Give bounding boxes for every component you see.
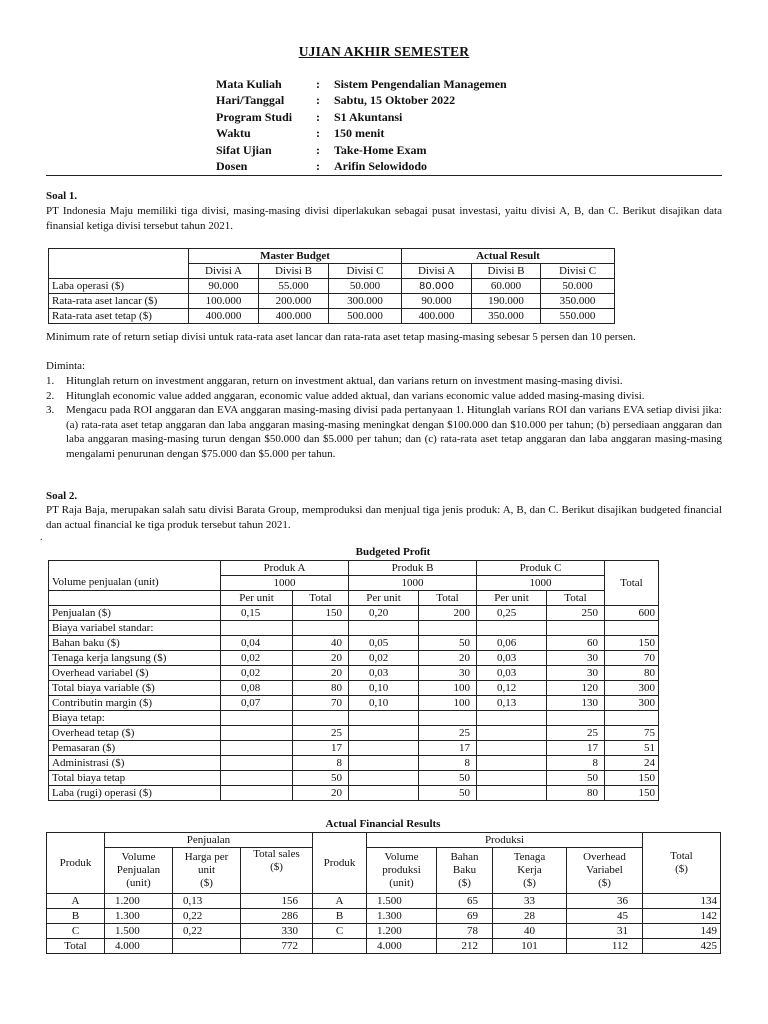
table-cell: 190.000 bbox=[472, 294, 541, 309]
info-key: Hari/Tanggal bbox=[216, 93, 285, 108]
table-cell: 1.500 bbox=[105, 924, 173, 939]
info-key: Waktu bbox=[216, 126, 251, 141]
table-cell: 8 bbox=[293, 756, 349, 771]
row-label: Biaya tetap: bbox=[49, 711, 221, 726]
row-label: Laba (rugi) operasi ($) bbox=[49, 786, 221, 801]
penjualan-header: Penjualan bbox=[105, 833, 313, 848]
table-cell bbox=[349, 786, 419, 801]
table-row bbox=[49, 279, 615, 294]
info-key: Mata Kuliah bbox=[216, 77, 282, 91]
table-cell: 101 bbox=[493, 939, 567, 954]
table-cell: 0,25 bbox=[477, 606, 547, 621]
table-cell: 33 bbox=[493, 894, 567, 909]
table-cell: 400.000 bbox=[402, 309, 472, 324]
col-header: Divisi C bbox=[329, 264, 402, 279]
col-header: Divisi A bbox=[402, 264, 472, 279]
row-label: Laba operasi ($) bbox=[49, 279, 189, 294]
table-cell bbox=[221, 711, 293, 726]
table-cell: 0,22 bbox=[173, 909, 241, 924]
col-header: Bahan Baku ($) bbox=[437, 848, 493, 894]
soal1-diminta: Diminta: bbox=[46, 360, 86, 372]
exam-info bbox=[216, 77, 507, 175]
table-cell: 17 bbox=[419, 741, 477, 756]
actual-table bbox=[46, 832, 721, 954]
table-cell: 25 bbox=[419, 726, 477, 741]
master-budget-header: Master Budget bbox=[189, 249, 402, 264]
table-cell: 0,13 bbox=[173, 894, 241, 909]
col-header: Harga per unit ($) bbox=[173, 848, 241, 894]
table-cell bbox=[477, 771, 547, 786]
table-row bbox=[49, 741, 659, 756]
table-cell: 90.000 bbox=[402, 294, 472, 309]
table-cell: 350.000 bbox=[541, 294, 615, 309]
table-cell: 50 bbox=[419, 786, 477, 801]
table-cell: 150 bbox=[605, 771, 659, 786]
soal1-heading: Soal 1. bbox=[46, 190, 78, 202]
col-header: Divisi B bbox=[259, 264, 329, 279]
budget-caption: Budgeted Profit bbox=[355, 546, 431, 558]
row-label: Pemasaran ($) bbox=[49, 741, 221, 756]
table-cell: 100.000 bbox=[189, 294, 259, 309]
table-cell bbox=[221, 741, 293, 756]
table-cell: 0,20 bbox=[349, 606, 419, 621]
table-cell: 50 bbox=[419, 636, 477, 651]
soal2-heading: Soal 2. bbox=[46, 490, 78, 502]
table-cell: 50.000 bbox=[541, 279, 615, 294]
table-cell: Total bbox=[47, 939, 105, 954]
table-cell bbox=[349, 711, 419, 726]
product-header: Produk C bbox=[477, 561, 605, 576]
table-cell bbox=[221, 786, 293, 801]
table-cell: 60.000 bbox=[472, 279, 541, 294]
table-cell: 25 bbox=[547, 726, 605, 741]
table-cell: 20 bbox=[293, 666, 349, 681]
table-cell: 0,03 bbox=[477, 651, 547, 666]
table-cell: 1.200 bbox=[367, 924, 437, 939]
table-cell: 130 bbox=[547, 696, 605, 711]
actual-result-header: Actual Result bbox=[402, 249, 615, 264]
table-cell: 45 bbox=[567, 909, 643, 924]
table-cell bbox=[477, 741, 547, 756]
table-cell: 0,03 bbox=[349, 666, 419, 681]
table-cell: 20 bbox=[293, 786, 349, 801]
table-cell: 500.000 bbox=[329, 309, 402, 324]
table-cell bbox=[419, 621, 477, 636]
table-cell: 24 bbox=[605, 756, 659, 771]
subheader: Per unit bbox=[221, 591, 293, 606]
row-label: Contributin margin ($) bbox=[49, 696, 221, 711]
table-cell: 300.000 bbox=[329, 294, 402, 309]
table-cell: 80 bbox=[547, 786, 605, 801]
table-cell bbox=[221, 726, 293, 741]
table-row bbox=[49, 636, 659, 651]
soal1-note: Minimum rate of return setiap divisi untuk rata-rata aset lancar dan rata-rata aset tetap masing-masing sebesar 5 persen dan 10 persen. bbox=[46, 331, 636, 343]
list-item: 3. Mengacu pada ROI anggaran dan EVA anggaran masing-masing divisi pada pertanyaan 1. Hitunglah varians ROI dan varians EVA setiap divisi jika: (a) rata-rata aset tetap anggaran dan laba anggaran masing-masing meningkat dengan $100.000 dan $10.000 per tahun; (b) persediaan anggaran dan laba anggaran masing-masing turun dengan $50.000 dan $5.000 per tahun; dan (c) rata-rata aset tetap anggaran dan laba anggaran masing-masing mengalami penurunan dengan $75.000 dan $5.000 per tahun. bbox=[46, 404, 722, 460]
row-label: Administrasi ($) bbox=[49, 756, 221, 771]
table-cell bbox=[547, 621, 605, 636]
row-label: Rata-rata aset lancar ($) bbox=[49, 294, 189, 309]
table-cell: 30 bbox=[547, 666, 605, 681]
actual-caption: Actual Financial Results bbox=[325, 818, 441, 830]
col-header: Divisi C bbox=[541, 264, 615, 279]
table-cell: 772 bbox=[241, 939, 313, 954]
table-row bbox=[49, 681, 659, 696]
table-cell: 50 bbox=[293, 771, 349, 786]
table-row bbox=[49, 726, 659, 741]
volume-cell: 1000 bbox=[349, 576, 477, 591]
table-cell: 25 bbox=[293, 726, 349, 741]
soal2-intro: PT Raja Baja, merupakan salah satu divisi Barata Group, memproduksi dan menjual tiga jenis produk: A, B, dan C. Berikut disajikan budgeted financial dan actual financial ke tiga produk tersebut tahun 2021. bbox=[46, 504, 722, 531]
row-label: Rata-rata aset tetap ($) bbox=[49, 309, 189, 324]
table-row bbox=[47, 924, 721, 939]
table-cell: 50 bbox=[547, 771, 605, 786]
table-row bbox=[49, 651, 659, 666]
table-cell: 4.000 bbox=[105, 939, 173, 954]
table-cell: 30 bbox=[547, 651, 605, 666]
info-row-program: Program Studi : S1 Akuntansi bbox=[216, 110, 507, 126]
table-cell bbox=[221, 771, 293, 786]
info-row-course: Mata Kuliah : Sistem Pengendalian Managemen bbox=[216, 77, 507, 93]
list-item: 1. Hitunglah return on investment anggaran, return on investment aktual, dan varians return on investment masing-masing divisi. bbox=[46, 375, 623, 387]
table-cell: 150 bbox=[605, 636, 659, 651]
table-cell: 31 bbox=[567, 924, 643, 939]
table-cell: 0,03 bbox=[477, 666, 547, 681]
subheader: Total bbox=[293, 591, 349, 606]
table-cell: 0,10 bbox=[349, 681, 419, 696]
task-list bbox=[46, 374, 722, 461]
table-cell: 149 bbox=[643, 924, 721, 939]
table-row bbox=[47, 894, 721, 909]
row-label: Tenaga kerja langsung ($) bbox=[49, 651, 221, 666]
table-cell: 90.000 bbox=[189, 279, 259, 294]
table-cell: B bbox=[313, 909, 367, 924]
table-cell: 80 bbox=[605, 666, 659, 681]
row-label: Biaya variabel standar: bbox=[49, 621, 221, 636]
table-row bbox=[49, 696, 659, 711]
table-row bbox=[47, 939, 721, 954]
table-cell: 0,04 bbox=[221, 636, 293, 651]
table-cell bbox=[293, 621, 349, 636]
table-cell: 200 bbox=[419, 606, 477, 621]
info-row-lecturer: Dosen : Arifin Selowidodo bbox=[216, 159, 507, 175]
subheader: Total bbox=[419, 591, 477, 606]
table-cell: 20 bbox=[293, 651, 349, 666]
table-row bbox=[49, 666, 659, 681]
table-cell: 134 bbox=[643, 894, 721, 909]
info-row-date: Hari/Tanggal : Sabtu, 15 Oktober 2022 bbox=[216, 93, 507, 109]
table-cell: 8 bbox=[547, 756, 605, 771]
info-row-nature: Sifat Ujian : Take-Home Exam bbox=[216, 143, 507, 159]
table-cell: B bbox=[47, 909, 105, 924]
table-cell: 60 bbox=[547, 636, 605, 651]
col-header: Tenaga Kerja ($) bbox=[493, 848, 567, 894]
table-cell: 70 bbox=[605, 651, 659, 666]
info-value: Sistem Pengendalian Managemen bbox=[334, 77, 507, 91]
table-cell: C bbox=[47, 924, 105, 939]
soal1-intro: PT Indonesia Maju memiliki tiga divisi, masing-masing divisi diperlakukan sebagai pusat investasi, yaitu divisi A, B, dan C. Berikut disajikan data finansial ketiga divisi tersebut tahun 2021. bbox=[46, 205, 722, 232]
volume-cell: 1000 bbox=[221, 576, 349, 591]
stray-mark: . bbox=[40, 532, 43, 543]
table-cell: 400.000 bbox=[259, 309, 329, 324]
table-cell: 100 bbox=[419, 681, 477, 696]
table-cell bbox=[349, 756, 419, 771]
table-cell: 0,05 bbox=[349, 636, 419, 651]
table-cell: 0,02 bbox=[221, 666, 293, 681]
table-cell: 150 bbox=[605, 786, 659, 801]
table-cell: 78 bbox=[437, 924, 493, 939]
table-cell bbox=[221, 621, 293, 636]
table-cell bbox=[477, 711, 547, 726]
page-title: UJIAN AKHIR SEMESTER bbox=[298, 44, 470, 59]
table-cell: 40 bbox=[293, 636, 349, 651]
table-cell: 286 bbox=[241, 909, 313, 924]
table-cell: 150 bbox=[293, 606, 349, 621]
table-cell: 112 bbox=[567, 939, 643, 954]
table-cell: 20 bbox=[419, 651, 477, 666]
table-cell: 1.300 bbox=[105, 909, 173, 924]
subheader: Per unit bbox=[477, 591, 547, 606]
info-value: S1 Akuntansi bbox=[334, 109, 403, 124]
table-row bbox=[49, 756, 659, 771]
table-cell: 350.000 bbox=[472, 309, 541, 324]
table-cell bbox=[477, 621, 547, 636]
table-cell: 0,06 bbox=[477, 636, 547, 651]
table-cell: 120 bbox=[547, 681, 605, 696]
table-cell: 142 bbox=[643, 909, 721, 924]
product-header: Produk A bbox=[221, 561, 349, 576]
table-cell: A bbox=[313, 894, 367, 909]
table-cell: 28 bbox=[493, 909, 567, 924]
table-cell bbox=[293, 711, 349, 726]
table-cell: A bbox=[47, 894, 105, 909]
table-cell bbox=[605, 711, 659, 726]
table-row bbox=[49, 294, 615, 309]
table-cell: 1.200 bbox=[105, 894, 173, 909]
table-cell: 8 bbox=[419, 756, 477, 771]
produk-header: Produk bbox=[313, 833, 367, 894]
table-cell: 65 bbox=[437, 894, 493, 909]
col-header: Volume Penjualan (unit) bbox=[105, 848, 173, 894]
col-header: Divisi B bbox=[472, 264, 541, 279]
table-cell bbox=[221, 756, 293, 771]
table-cell: 55.000 bbox=[259, 279, 329, 294]
table-cell: 50 bbox=[419, 771, 477, 786]
table-cell bbox=[605, 621, 659, 636]
table-cell: 1.500 bbox=[367, 894, 437, 909]
col-header: Divisi A bbox=[189, 264, 259, 279]
volume-label: Volume penjualan (unit) bbox=[49, 576, 221, 591]
table-cell: 0,13 bbox=[477, 696, 547, 711]
table-row bbox=[47, 909, 721, 924]
table-row bbox=[49, 771, 659, 786]
col-header: Volume produksi (unit) bbox=[367, 848, 437, 894]
table-cell: 75 bbox=[605, 726, 659, 741]
table-cell bbox=[173, 939, 241, 954]
table-cell bbox=[349, 741, 419, 756]
table-cell: 212 bbox=[437, 939, 493, 954]
table-cell: 50.000 bbox=[329, 279, 402, 294]
produk-header: Produk bbox=[47, 833, 105, 894]
row-label: Penjualan ($) bbox=[49, 606, 221, 621]
col-header: Overhead Variabel ($) bbox=[567, 848, 643, 894]
table-cell: 250 bbox=[547, 606, 605, 621]
table-cell: 300 bbox=[605, 681, 659, 696]
table-cell: 17 bbox=[293, 741, 349, 756]
row-label: Total biaya tetap bbox=[49, 771, 221, 786]
table-cell: 400.000 bbox=[189, 309, 259, 324]
table-cell: 69 bbox=[437, 909, 493, 924]
table-cell: 30 bbox=[419, 666, 477, 681]
table-row bbox=[49, 786, 659, 801]
info-key: Dosen bbox=[216, 158, 248, 173]
table-cell bbox=[349, 726, 419, 741]
info-value: Sabtu, 15 Oktober 2022 bbox=[334, 93, 456, 108]
table-row bbox=[49, 606, 659, 621]
info-value: Arifin Selowidodo bbox=[334, 158, 428, 173]
table-cell: 0,07 bbox=[221, 696, 293, 711]
header-divider bbox=[46, 175, 722, 176]
table-cell: 0,22 bbox=[173, 924, 241, 939]
row-label: Overhead variabel ($) bbox=[49, 666, 221, 681]
table-cell: 425 bbox=[643, 939, 721, 954]
table-cell: 300 bbox=[605, 696, 659, 711]
table-cell: 550.000 bbox=[541, 309, 615, 324]
division-table bbox=[48, 248, 615, 324]
table-cell bbox=[477, 756, 547, 771]
table-cell: 80.000 bbox=[402, 279, 472, 294]
table-cell: 0,12 bbox=[477, 681, 547, 696]
info-value: 150 menit bbox=[334, 126, 385, 141]
table-cell: 80 bbox=[293, 681, 349, 696]
info-value: Take-Home Exam bbox=[334, 142, 427, 157]
subheader: Total bbox=[547, 591, 605, 606]
table-row bbox=[49, 309, 615, 324]
table-cell: 4.000 bbox=[367, 939, 437, 954]
col-header: Total sales ($) bbox=[241, 848, 313, 894]
budget-table bbox=[48, 560, 659, 801]
table-cell: 1.300 bbox=[367, 909, 437, 924]
row-label: Total biaya variable ($) bbox=[49, 681, 221, 696]
table-cell: 200.000 bbox=[259, 294, 329, 309]
row-label: Overhead tetap ($) bbox=[49, 726, 221, 741]
table-cell: 0,08 bbox=[221, 681, 293, 696]
volume-cell: 1000 bbox=[477, 576, 605, 591]
product-header: Produk B bbox=[349, 561, 477, 576]
table-cell: 0,02 bbox=[349, 651, 419, 666]
subheader: Per unit bbox=[349, 591, 419, 606]
info-row-time: Waktu : 150 menit bbox=[216, 126, 507, 142]
table-cell: 100 bbox=[419, 696, 477, 711]
total-header: Total bbox=[605, 561, 659, 606]
table-cell: 600 bbox=[605, 606, 659, 621]
table-cell: 17 bbox=[547, 741, 605, 756]
table-cell bbox=[313, 939, 367, 954]
table-cell: 51 bbox=[605, 741, 659, 756]
table-cell: 0,10 bbox=[349, 696, 419, 711]
table-cell bbox=[419, 711, 477, 726]
table-cell: C bbox=[313, 924, 367, 939]
row-label: Bahan baku ($) bbox=[49, 636, 221, 651]
table-cell: 40 bbox=[493, 924, 567, 939]
produksi-header: Produksi bbox=[367, 833, 643, 848]
table-cell bbox=[477, 726, 547, 741]
table-cell bbox=[349, 621, 419, 636]
table-row bbox=[49, 711, 659, 726]
table-cell: 70 bbox=[293, 696, 349, 711]
table-cell bbox=[547, 711, 605, 726]
table-cell bbox=[477, 786, 547, 801]
table-cell: 0,02 bbox=[221, 651, 293, 666]
table-cell bbox=[349, 771, 419, 786]
total-header: Total ($) bbox=[643, 833, 721, 894]
info-key: Program Studi bbox=[216, 109, 293, 124]
table-cell: 156 bbox=[241, 894, 313, 909]
table-cell: 0,15 bbox=[221, 606, 293, 621]
table-cell: 36 bbox=[567, 894, 643, 909]
table-row bbox=[49, 621, 659, 636]
table-cell: 330 bbox=[241, 924, 313, 939]
list-item: 2. Hitunglah economic value added anggaran, economic value added aktual, dan varians economic value added masing-masing divisi. bbox=[46, 389, 645, 402]
info-key: Sifat Ujian bbox=[216, 142, 272, 157]
